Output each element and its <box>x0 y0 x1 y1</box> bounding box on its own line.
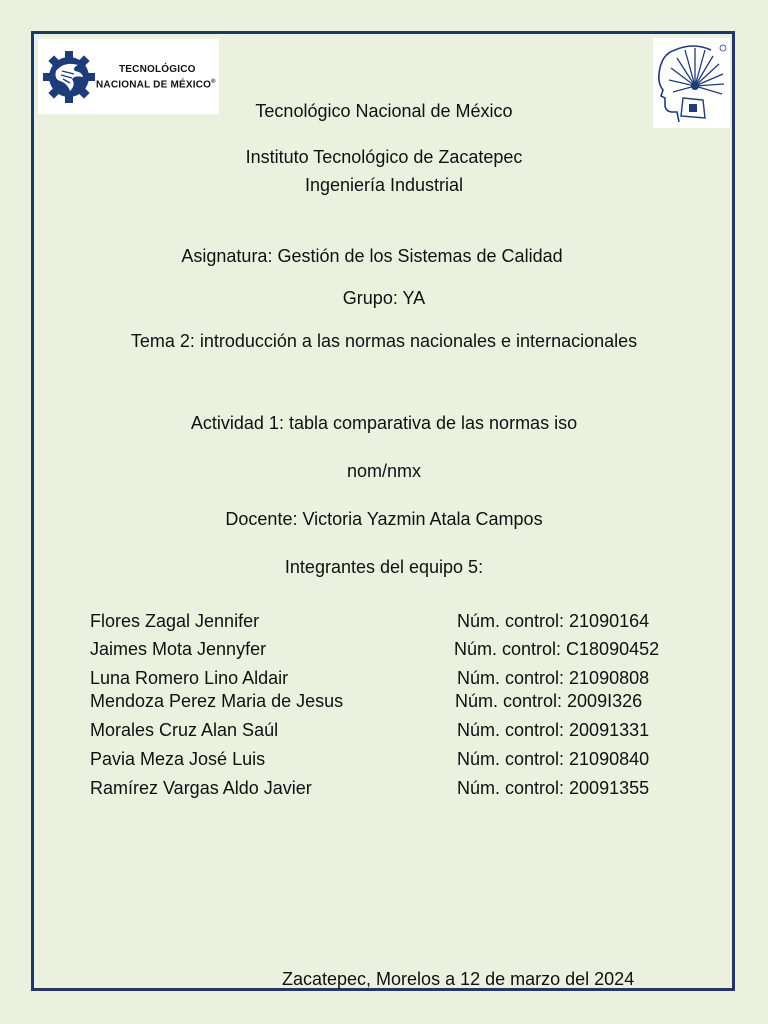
member-control: Núm. control: 20091331 <box>457 720 650 740</box>
campus-title: Instituto Tecnológico de Zacatepec <box>245 147 523 167</box>
logo-line-2: NACIONAL DE MÉXICO® <box>96 79 216 91</box>
activity-line-1: Actividad 1: tabla comparativa de las normas iso <box>190 413 578 433</box>
logo-line-1: TECNOLÓGICO <box>119 64 196 75</box>
registered-mark: ® <box>211 79 216 85</box>
member-control: Núm. control: 20091355 <box>457 778 650 798</box>
career-title: Ingeniería Industrial <box>304 175 464 195</box>
member-name: Pavia Meza José Luis <box>90 749 266 769</box>
member-name: Flores Zagal Jennifer <box>90 611 260 631</box>
institution-title: Tecnológico Nacional de México <box>255 101 513 121</box>
topic-line: Tema 2: introducción a las normas nacionales e internacionales <box>130 331 638 351</box>
member-control: Núm. control: 21090164 <box>457 611 650 631</box>
member-name: Morales Cruz Alan Saúl <box>90 720 279 740</box>
subject-line: Asignatura: Gestión de los Sistemas de Calidad <box>181 246 563 266</box>
member-control: Núm. control: 2009I326 <box>455 691 643 711</box>
activity-line-2: nom/nmx <box>346 461 422 481</box>
member-control: Núm. control: 21090840 <box>457 749 650 769</box>
place-date: Zacatepec, Morelos a 12 de marzo del 2024 <box>282 969 635 989</box>
member-name: Jaimes Mota Jennyfer <box>90 639 267 659</box>
teacher-line: Docente: Victoria Yazmin Atala Campos <box>225 509 543 529</box>
group-line: Grupo: YA <box>342 288 426 308</box>
member-control: Núm. control: C18090452 <box>454 639 660 659</box>
member-name: Luna Romero Lino Aldair <box>90 668 289 688</box>
member-name: Mendoza Perez Maria de Jesus <box>90 691 344 711</box>
team-heading: Integrantes del equipo 5: <box>284 557 484 577</box>
member-name: Ramírez Vargas Aldo Javier <box>90 778 312 798</box>
member-control: Núm. control: 21090808 <box>457 668 650 688</box>
